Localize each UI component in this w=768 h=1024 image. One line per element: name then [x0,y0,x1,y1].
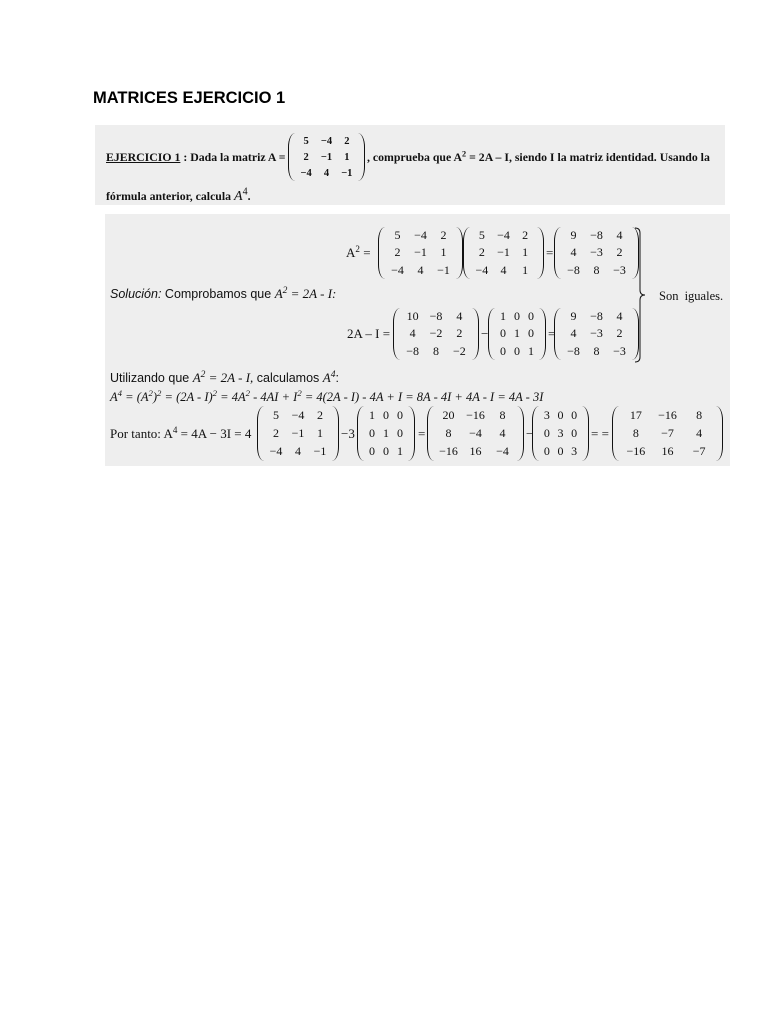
matrix-cell: −8 [429,309,443,324]
matrix-cell: 0 [571,407,578,422]
matrix-cell: 17 [629,407,642,422]
matrix-cell: −4 [300,167,312,179]
matrix-cell: 2 [478,245,485,260]
matrix-cell: 5 [303,135,309,147]
matrix-cell: 2 [440,228,447,243]
matrix-cell: 4 [616,228,623,243]
matrix-cell: 8 [696,407,703,422]
matrix-cell: 4 [295,444,301,459]
matrix-cell: −3 [613,262,626,277]
check-expr-rest: = 2A - I: [287,286,337,301]
matrix-cell: 4 [696,425,703,440]
matrix-cell: 3 [557,425,564,440]
matrix-cell: 4 [323,167,330,179]
matrix-cell: 0 [514,309,520,324]
statement-line-1 [106,150,285,164]
minus-sign: − [526,426,534,441]
matrix-cell: 4 [500,262,507,277]
derivation-exponent: 2 [245,388,250,399]
equals-sign: = [418,426,426,441]
two-a-minus-i-lhs: 2A – I = [347,326,391,341]
matrix-cell: 4 [570,326,577,341]
matrix-cell: 1 [369,407,375,422]
double-equals: = = [591,426,609,441]
derivation-segment: ) [152,390,158,404]
matrix-cell: 2 [273,425,279,440]
matrix-cell: −7 [692,444,706,459]
minus-three: −3 [341,426,355,441]
solution-label: Solución: [110,287,162,301]
matrix-cell: 0 [557,407,564,422]
matrix-cell: −3 [590,245,603,260]
matrix-cell: −4 [414,228,427,243]
matrix-cell: −8 [567,343,580,358]
a-squared-base: A [346,245,356,260]
matrix-cell: 2 [303,151,309,163]
matrix-cell: 0 [571,425,578,440]
matrix-a [288,133,365,181]
matrix-cell: −1 [320,151,333,163]
matrix-cell: −4 [469,425,482,440]
matrix-cell: 1 [440,245,447,260]
derivation-exponent: 2 [212,388,218,399]
matrix-cell: 4 [409,326,416,341]
solution-check-line [110,286,336,302]
claim-exponent: 2 [462,149,467,159]
matrix-cell: 1 [514,326,520,341]
conclusion-text: Son iguales. [659,289,724,303]
matrix-cell: 2 [456,326,463,341]
check-expr-exponent: 2 [282,285,288,296]
matrix-cell: 8 [632,425,639,440]
matrix-cell: 8 [432,343,439,358]
using-text-2: calculamos [253,371,323,385]
matrix-cell: 16 [469,444,482,459]
matrix-cell: 2 [317,407,323,422]
matrix-cell: 5 [394,228,401,243]
final-lead-rest: = 4A − 3I = 4 [177,426,252,441]
statement-intro: : Dada la matriz A = [180,150,286,164]
derivation-line [110,389,543,405]
matrix-cell: −16 [466,407,485,422]
matrix-cell: 1 [528,343,534,358]
matrix-cell: −7 [661,425,674,440]
a-squared-result [554,227,639,279]
matrix-cell: −16 [439,444,458,459]
matrix-cell: −2 [429,326,443,341]
two-a-matrix [393,308,479,360]
matrix-cell: 1 [383,425,389,440]
matrix-cell: 9 [570,228,577,243]
matrix-cell: −2 [452,343,466,358]
derivation-segment: = (2A - I) [161,390,213,404]
matrix-cell: 16 [661,444,674,459]
four-a-matrix [427,406,524,461]
matrix-cell: 8 [445,425,452,440]
exercise-label: EJERCICIO 1 [106,150,181,164]
a-squared-equals: = [359,245,371,260]
final-lead [110,427,251,441]
matrix-cell: −4 [269,444,283,459]
matrix-cell: 0 [514,343,520,358]
matrix-cell: 8 [593,262,600,277]
matrix-cell: 8 [499,407,506,422]
identity-matrix [488,308,546,360]
matrix-cell: −3 [590,326,603,341]
derivation-segment: A [110,390,118,404]
using-target-base: A [322,370,331,385]
matrix-cell: −8 [590,309,603,324]
matrix-cell: 4 [616,309,623,324]
matrix-cell: −8 [406,343,420,358]
matrix-cell: 1 [500,309,506,324]
check-text: Comprobamos que [161,287,275,301]
check-expr-base: A [274,286,283,301]
matrix-cell: 0 [397,407,403,422]
matrix-cell: 2 [616,326,623,341]
three-i-matrix [532,406,589,461]
matrix-cell: 0 [397,425,403,440]
two-a-minus-i-result [554,308,639,360]
derivation-exponent: 2 [148,388,153,399]
matrix-cell: 3 [543,407,550,422]
matrix-cell: −1 [341,167,353,179]
matrix-cell: 0 [543,425,550,440]
matrix-cell: −4 [291,407,305,422]
final-lead-text: Por tanto: A [110,426,173,441]
target-base: A [234,189,243,204]
a-squared-left-factor [378,227,463,279]
matrix-cell: 0 [528,309,534,324]
matrix-cell: 0 [500,343,506,358]
matrix-cell: −8 [590,228,603,243]
claim-text: , comprueba que A [367,150,463,164]
matrix-cell: 0 [528,326,534,341]
matrix-cell: −4 [496,444,509,459]
derivation-segment: = 4(2A - I) - 4A + I = 8A - 4I + 4A - I = 4A - 3I [301,390,544,404]
using-exponent: 2 [200,369,206,380]
matrix-cell: −1 [497,245,510,260]
matrix-cell: 3 [571,444,578,459]
using-target-exponent: 4 [330,369,336,380]
derivation-segment: - 4AI + I [250,390,298,404]
matrix-cell: −8 [567,262,580,277]
derivation-segment: = 4A [217,390,246,404]
matrix-cell: 0 [543,444,550,459]
matrix-cell: 10 [406,309,419,324]
matrix-cell: 0 [369,444,375,459]
matrix-cell: 5 [273,407,279,422]
matrix-cell: 2 [394,245,401,260]
claim-text-rest: = 2A – I, siendo I la matriz identidad. Usando la [466,150,710,164]
matrix-cell: 4 [456,309,463,324]
a-fourth-result [612,406,723,461]
final-matrix-a [257,406,339,461]
minus-sign: − [481,326,489,341]
matrix-cell: −4 [475,262,489,277]
using-line [110,370,339,386]
equals-sign: = [548,326,556,341]
matrix-cell: 0 [383,407,389,422]
matrix-cell: 1 [397,444,403,459]
target-exponent: 4 [242,186,248,198]
matrix-cell: 0 [557,444,564,459]
matrix-cell: −1 [414,245,427,260]
matrix-cell: 1 [522,245,529,260]
derivation-exponent: 2 [297,388,302,399]
matrix-cell: 4 [417,262,424,277]
page-title: MATRICES EJERCICIO 1 [93,89,286,107]
derivation-segment: = (A [122,390,149,404]
equals-sign: = [546,245,554,260]
matrix-cell: 4 [499,425,506,440]
matrix-cell: 20 [442,407,455,422]
derivation-exponent: 2 [157,388,162,399]
matrix-cell: 1 [317,425,323,440]
matrix-cell: −4 [320,135,333,147]
matrix-cell: −1 [291,425,305,440]
using-expr: = 2A - I, [205,370,254,385]
a-squared-right-factor [463,227,544,279]
statement-line-2 [106,186,251,204]
matrix-cell: −3 [613,343,626,358]
derivation-exponent: 4 [117,388,123,399]
matrix-cell: 1 [344,151,350,163]
a-squared-lhs [346,246,371,260]
matrix-cell: 2 [616,245,623,260]
matrix-cell: −4 [497,228,510,243]
matrix-cell: 9 [570,309,577,324]
matrix-cell: 2 [522,228,529,243]
matrix-cell: 2 [344,135,350,147]
matrix-cell: 5 [478,228,485,243]
matrix-cell: −1 [437,262,450,277]
matrix-cell: 8 [593,343,600,358]
matrix-cell: −1 [313,444,327,459]
final-identity-matrix [357,406,415,461]
matrix-cell: −4 [391,262,404,277]
target-end: . [247,189,251,203]
matrix-cell: 0 [383,444,389,459]
statement-claim [367,150,710,164]
using-end: : [335,371,339,385]
matrix-cell: 1 [522,262,529,277]
using-text: Utilizando que [110,371,193,385]
matrix-cell: −16 [658,407,677,422]
using-base: A [192,370,201,385]
matrix-cell: 4 [570,245,577,260]
matrix-cell: −16 [626,444,646,459]
matrix-cell: 0 [500,326,506,341]
final-lead-exponent: 4 [172,425,178,435]
statement-line-2-text: fórmula anterior, calcula [106,189,234,203]
matrix-cell: 0 [369,425,375,440]
a-squared-exponent: 2 [355,244,360,254]
